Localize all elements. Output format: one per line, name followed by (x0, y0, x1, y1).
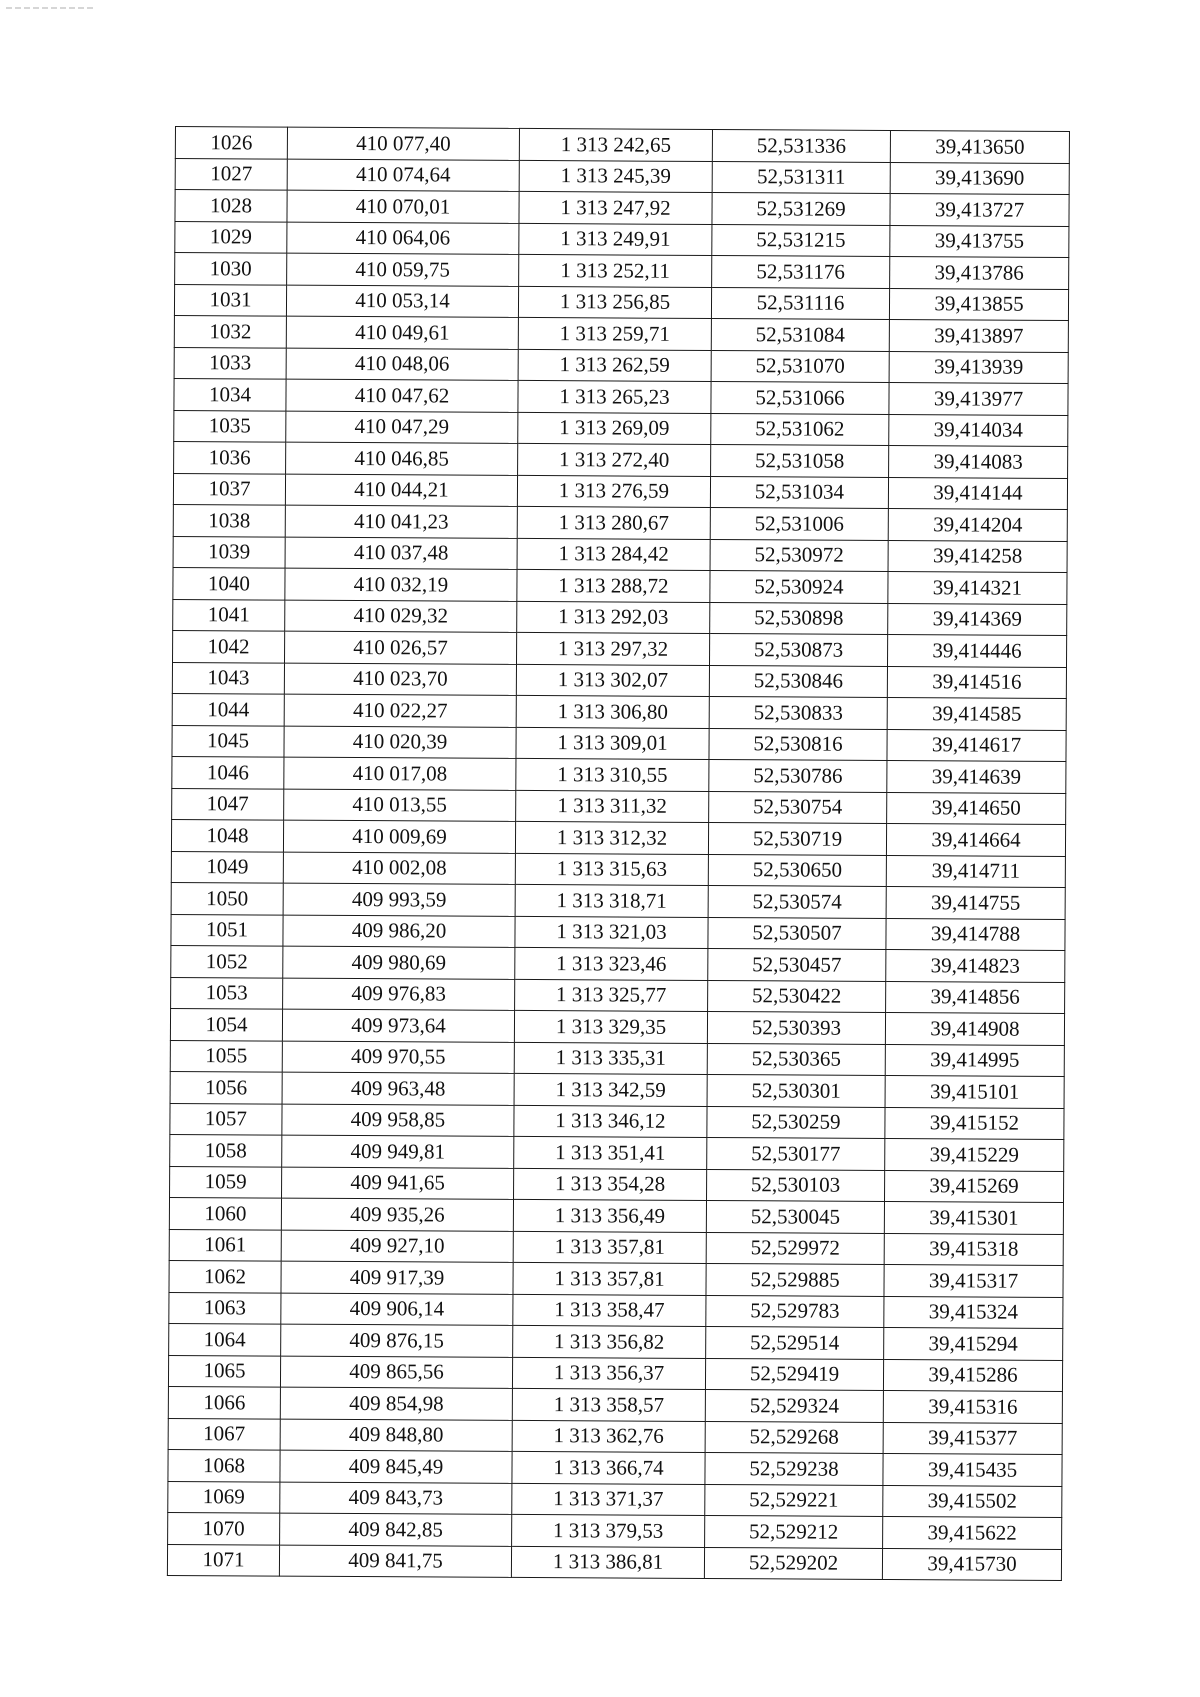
y-coordinate-cell: 1 313 325,77 (515, 979, 708, 1012)
table-row (168, 1449, 1062, 1485)
point-number-cell: 1066 (168, 1386, 280, 1418)
latitude-cell: 52,530924 (710, 570, 888, 602)
table-row (173, 504, 1067, 540)
coordinates-table (167, 126, 1070, 1581)
table-row (174, 315, 1068, 351)
y-coordinate-cell: 1 313 311,32 (516, 790, 709, 823)
x-coordinate-cell: 410 032,19 (285, 568, 517, 601)
latitude-cell: 52,530103 (707, 1169, 885, 1201)
point-number-cell: 1051 (171, 914, 283, 946)
latitude-cell: 52,531084 (711, 318, 889, 350)
table-row (169, 1323, 1063, 1359)
table-row (168, 1481, 1062, 1517)
point-number-cell: 1032 (174, 315, 286, 347)
x-coordinate-cell: 409 854,98 (280, 1387, 512, 1420)
longitude-cell: 39,413727 (890, 193, 1069, 225)
x-coordinate-cell: 409 970,55 (282, 1041, 514, 1074)
table-row (168, 1355, 1062, 1391)
y-coordinate-cell: 1 313 358,47 (513, 1294, 706, 1327)
longitude-cell: 39,414788 (886, 918, 1065, 950)
point-number-cell: 1048 (171, 819, 283, 851)
table-row (171, 882, 1065, 918)
point-number-cell: 1035 (174, 410, 286, 442)
point-number-cell: 1045 (172, 725, 284, 757)
latitude-cell: 52,530786 (709, 759, 887, 791)
x-coordinate-cell: 410 047,62 (286, 379, 518, 412)
latitude-cell: 52,530259 (707, 1106, 885, 1138)
longitude-cell: 39,414639 (887, 760, 1066, 792)
y-coordinate-cell: 1 313 351,41 (514, 1136, 707, 1169)
y-coordinate-cell: 1 313 357,81 (513, 1231, 706, 1264)
longitude-cell: 39,414664 (886, 823, 1065, 855)
coordinates-table-container (167, 126, 1069, 1581)
latitude-cell: 52,530045 (706, 1200, 884, 1232)
point-number-cell: 1065 (168, 1355, 280, 1387)
latitude-cell: 52,530301 (707, 1074, 885, 1106)
longitude-cell: 39,415316 (883, 1390, 1062, 1422)
table-row (171, 945, 1065, 981)
y-coordinate-cell: 1 313 284,42 (517, 538, 710, 571)
x-coordinate-cell: 410 009,69 (283, 820, 515, 853)
longitude-cell: 39,415286 (883, 1359, 1062, 1391)
point-number-cell: 1039 (173, 536, 285, 568)
y-coordinate-cell: 1 313 362,76 (512, 1420, 705, 1453)
latitude-cell: 52,531006 (710, 507, 888, 539)
latitude-cell: 52,529238 (705, 1452, 883, 1484)
x-coordinate-cell: 410 070,01 (287, 190, 519, 223)
longitude-cell: 39,413650 (890, 130, 1069, 162)
table-row (175, 190, 1069, 226)
point-number-cell: 1064 (169, 1323, 281, 1355)
point-number-cell: 1037 (173, 473, 285, 505)
x-coordinate-cell: 410 002,08 (283, 852, 515, 885)
point-number-cell: 1036 (174, 441, 286, 473)
table-row (173, 567, 1067, 603)
y-coordinate-cell: 1 313 356,49 (513, 1199, 706, 1232)
latitude-cell: 52,529268 (705, 1421, 883, 1453)
y-coordinate-cell: 1 313 276,59 (517, 475, 710, 508)
table-row (173, 599, 1067, 635)
table-row (174, 441, 1068, 477)
latitude-cell: 52,531116 (711, 287, 889, 319)
x-coordinate-cell: 410 020,39 (284, 726, 516, 759)
table-row (168, 1512, 1062, 1548)
y-coordinate-cell: 1 313 335,31 (514, 1042, 707, 1075)
point-number-cell: 1054 (170, 1008, 282, 1040)
longitude-cell: 39,414516 (887, 666, 1066, 698)
scan-header-mark (6, 7, 96, 9)
x-coordinate-cell: 410 074,64 (287, 159, 519, 192)
longitude-cell: 39,413939 (889, 351, 1068, 383)
y-coordinate-cell: 1 313 288,72 (517, 569, 710, 602)
point-number-cell: 1057 (170, 1103, 282, 1135)
x-coordinate-cell: 410 064,06 (287, 222, 519, 255)
x-coordinate-cell: 409 980,69 (283, 946, 515, 979)
point-number-cell: 1067 (168, 1418, 280, 1450)
longitude-cell: 39,414711 (886, 855, 1065, 887)
point-number-cell: 1059 (170, 1166, 282, 1198)
x-coordinate-cell: 410 059,75 (287, 253, 519, 286)
point-number-cell: 1063 (169, 1292, 281, 1324)
x-coordinate-cell: 410 053,14 (286, 285, 518, 318)
latitude-cell: 52,531215 (712, 224, 890, 256)
latitude-cell: 52,530507 (708, 917, 886, 949)
x-coordinate-cell: 409 935,26 (281, 1198, 513, 1231)
y-coordinate-cell: 1 313 269,09 (518, 412, 711, 445)
latitude-cell: 52,530972 (710, 539, 888, 571)
point-number-cell: 1049 (171, 851, 283, 883)
longitude-cell: 39,415318 (884, 1233, 1063, 1265)
point-number-cell: 1026 (175, 127, 287, 159)
x-coordinate-cell: 410 029,32 (285, 600, 517, 633)
latitude-cell: 52,530393 (707, 1011, 885, 1043)
table-row (171, 819, 1065, 855)
latitude-cell: 52,531070 (711, 350, 889, 382)
point-number-cell: 1058 (170, 1134, 282, 1166)
longitude-cell: 39,415435 (883, 1453, 1062, 1485)
longitude-cell: 39,415301 (884, 1201, 1063, 1233)
point-number-cell: 1041 (173, 599, 285, 631)
table-row (172, 756, 1066, 792)
y-coordinate-cell: 1 313 292,03 (517, 601, 710, 634)
longitude-cell: 39,414321 (888, 571, 1067, 603)
y-coordinate-cell: 1 313 252,11 (519, 254, 712, 287)
latitude-cell: 52,529212 (705, 1515, 883, 1547)
point-number-cell: 1062 (169, 1260, 281, 1292)
y-coordinate-cell: 1 313 302,07 (516, 664, 709, 697)
latitude-cell: 52,531311 (712, 161, 890, 193)
point-number-cell: 1068 (168, 1449, 280, 1481)
point-number-cell: 1071 (167, 1544, 279, 1576)
table-row (172, 693, 1066, 729)
y-coordinate-cell: 1 313 371,37 (512, 1483, 705, 1516)
table-row (169, 1292, 1063, 1328)
longitude-cell: 39,415377 (883, 1422, 1062, 1454)
y-coordinate-cell: 1 313 358,57 (512, 1388, 705, 1421)
x-coordinate-cell: 410 049,61 (286, 316, 518, 349)
x-coordinate-cell: 410 044,21 (285, 474, 517, 507)
table-row (172, 725, 1066, 761)
latitude-cell: 52,530177 (707, 1137, 885, 1169)
x-coordinate-cell: 410 013,55 (284, 789, 516, 822)
y-coordinate-cell: 1 313 346,12 (514, 1105, 707, 1138)
x-coordinate-cell: 410 047,29 (286, 411, 518, 444)
x-coordinate-cell: 409 917,39 (281, 1261, 513, 1294)
point-number-cell: 1040 (173, 567, 285, 599)
latitude-cell: 52,530833 (709, 696, 887, 728)
table-row (167, 1544, 1061, 1580)
y-coordinate-cell: 1 313 247,92 (519, 191, 712, 224)
point-number-cell: 1053 (171, 977, 283, 1009)
table-row (175, 127, 1069, 163)
x-coordinate-cell: 409 841,75 (279, 1545, 511, 1578)
latitude-cell: 52,531034 (710, 476, 888, 508)
x-coordinate-cell: 410 022,27 (284, 694, 516, 727)
point-number-cell: 1047 (172, 788, 284, 820)
y-coordinate-cell: 1 313 265,23 (518, 380, 711, 413)
longitude-cell: 39,414617 (887, 729, 1066, 761)
table-row (169, 1197, 1063, 1233)
latitude-cell: 52,530650 (708, 854, 886, 886)
table-row (170, 1166, 1064, 1202)
latitude-cell: 52,531058 (711, 444, 889, 476)
x-coordinate-cell: 409 993,59 (283, 883, 515, 916)
y-coordinate-cell: 1 313 379,53 (512, 1514, 705, 1547)
y-coordinate-cell: 1 313 329,35 (514, 1010, 707, 1043)
x-coordinate-cell: 410 046,85 (286, 442, 518, 475)
longitude-cell: 39,414995 (885, 1044, 1064, 1076)
point-number-cell: 1060 (169, 1197, 281, 1229)
latitude-cell: 52,530365 (707, 1043, 885, 1075)
x-coordinate-cell: 410 026,57 (285, 631, 517, 664)
x-coordinate-cell: 409 986,20 (283, 915, 515, 948)
y-coordinate-cell: 1 313 356,37 (512, 1357, 705, 1390)
point-number-cell: 1056 (170, 1071, 282, 1103)
table-row (170, 1134, 1064, 1170)
latitude-cell: 52,531336 (712, 130, 890, 162)
table-row (173, 536, 1067, 572)
x-coordinate-cell: 409 876,15 (281, 1324, 513, 1357)
longitude-cell: 39,415101 (885, 1075, 1064, 1107)
x-coordinate-cell: 410 017,08 (284, 757, 516, 790)
y-coordinate-cell: 1 313 272,40 (518, 443, 711, 476)
longitude-cell: 39,414908 (885, 1012, 1064, 1044)
table-row (170, 1103, 1064, 1139)
point-number-cell: 1030 (175, 253, 287, 285)
longitude-cell: 39,415152 (885, 1107, 1064, 1139)
point-number-cell: 1031 (174, 284, 286, 316)
y-coordinate-cell: 1 313 306,80 (516, 695, 709, 728)
point-number-cell: 1069 (168, 1481, 280, 1513)
y-coordinate-cell: 1 313 245,39 (519, 160, 712, 193)
longitude-cell: 39,413855 (889, 288, 1068, 320)
latitude-cell: 52,530816 (709, 728, 887, 760)
x-coordinate-cell: 409 845,49 (280, 1450, 512, 1483)
latitude-cell: 52,531176 (712, 255, 890, 287)
x-coordinate-cell: 410 048,06 (286, 348, 518, 381)
x-coordinate-cell: 409 842,85 (280, 1513, 512, 1546)
latitude-cell: 52,530719 (708, 822, 886, 854)
latitude-cell: 52,530574 (708, 885, 886, 917)
coordinates-table-body (167, 127, 1069, 1581)
latitude-cell: 52,529221 (705, 1484, 883, 1516)
longitude-cell: 39,413755 (890, 225, 1069, 257)
table-row (175, 158, 1069, 194)
longitude-cell: 39,414258 (888, 540, 1067, 572)
x-coordinate-cell: 409 949,81 (282, 1135, 514, 1168)
longitude-cell: 39,415294 (884, 1327, 1063, 1359)
table-row (175, 221, 1069, 257)
table-row (174, 378, 1068, 414)
longitude-cell: 39,414144 (888, 477, 1067, 509)
point-number-cell: 1029 (175, 221, 287, 253)
y-coordinate-cell: 1 313 249,91 (519, 223, 712, 256)
x-coordinate-cell: 409 958,85 (282, 1104, 514, 1137)
table-row (171, 977, 1065, 1013)
longitude-cell: 39,414446 (887, 634, 1066, 666)
table-row (171, 851, 1065, 887)
point-number-cell: 1046 (172, 756, 284, 788)
y-coordinate-cell: 1 313 315,63 (515, 853, 708, 886)
point-number-cell: 1033 (174, 347, 286, 379)
table-row (174, 347, 1068, 383)
table-row (169, 1229, 1063, 1265)
y-coordinate-cell: 1 313 309,01 (516, 727, 709, 760)
longitude-cell: 39,413690 (890, 162, 1069, 194)
table-row (172, 788, 1066, 824)
latitude-cell: 52,530898 (710, 602, 888, 634)
longitude-cell: 39,414585 (887, 697, 1066, 729)
x-coordinate-cell: 410 037,48 (285, 537, 517, 570)
point-number-cell: 1027 (175, 158, 287, 190)
table-row (170, 1040, 1064, 1076)
y-coordinate-cell: 1 313 280,67 (517, 506, 710, 539)
point-number-cell: 1044 (172, 693, 284, 725)
longitude-cell: 39,414034 (889, 414, 1068, 446)
y-coordinate-cell: 1 313 366,74 (512, 1451, 705, 1484)
latitude-cell: 52,530846 (709, 665, 887, 697)
table-row (171, 914, 1065, 950)
latitude-cell: 52,529514 (706, 1326, 884, 1358)
y-coordinate-cell: 1 313 297,32 (517, 632, 710, 665)
point-number-cell: 1050 (171, 882, 283, 914)
x-coordinate-cell: 409 843,73 (280, 1482, 512, 1515)
y-coordinate-cell: 1 313 342,59 (514, 1073, 707, 1106)
latitude-cell: 52,530422 (708, 980, 886, 1012)
table-row (170, 1008, 1064, 1044)
longitude-cell: 39,415730 (882, 1548, 1061, 1580)
longitude-cell: 39,414083 (889, 445, 1068, 477)
y-coordinate-cell: 1 313 321,03 (515, 916, 708, 949)
table-row (174, 410, 1068, 446)
longitude-cell: 39,413786 (890, 256, 1069, 288)
latitude-cell: 52,529783 (706, 1295, 884, 1327)
table-row (170, 1071, 1064, 1107)
point-number-cell: 1034 (174, 378, 286, 410)
table-row (174, 284, 1068, 320)
longitude-cell: 39,414650 (887, 792, 1066, 824)
point-number-cell: 1042 (173, 630, 285, 662)
point-number-cell: 1038 (173, 504, 285, 536)
latitude-cell: 52,531066 (711, 381, 889, 413)
table-row (168, 1386, 1062, 1422)
longitude-cell: 39,414369 (888, 603, 1067, 635)
x-coordinate-cell: 410 023,70 (284, 663, 516, 696)
longitude-cell: 39,414856 (886, 981, 1065, 1013)
point-number-cell: 1028 (175, 190, 287, 222)
x-coordinate-cell: 409 927,10 (281, 1230, 513, 1263)
table-row (172, 662, 1066, 698)
longitude-cell: 39,415269 (885, 1170, 1064, 1202)
table-row (169, 1260, 1063, 1296)
y-coordinate-cell: 1 313 312,32 (515, 821, 708, 854)
longitude-cell: 39,413977 (889, 382, 1068, 414)
y-coordinate-cell: 1 313 356,82 (513, 1325, 706, 1358)
y-coordinate-cell: 1 313 354,28 (514, 1168, 707, 1201)
table-row (173, 630, 1067, 666)
longitude-cell: 39,413897 (889, 319, 1068, 351)
y-coordinate-cell: 1 313 259,71 (518, 317, 711, 350)
x-coordinate-cell: 409 941,65 (282, 1167, 514, 1200)
longitude-cell: 39,414823 (886, 949, 1065, 981)
y-coordinate-cell: 1 313 256,85 (518, 286, 711, 319)
point-number-cell: 1043 (172, 662, 284, 694)
latitude-cell: 52,529885 (706, 1263, 884, 1295)
x-coordinate-cell: 409 963,48 (282, 1072, 514, 1105)
latitude-cell: 52,530873 (709, 633, 887, 665)
longitude-cell: 39,415324 (884, 1296, 1063, 1328)
longitude-cell: 39,415317 (884, 1264, 1063, 1296)
latitude-cell: 52,531269 (712, 193, 890, 225)
x-coordinate-cell: 410 077,40 (287, 127, 519, 160)
latitude-cell: 52,529419 (705, 1358, 883, 1390)
x-coordinate-cell: 409 906,14 (281, 1293, 513, 1326)
y-coordinate-cell: 1 313 323,46 (515, 947, 708, 980)
latitude-cell: 52,529324 (705, 1389, 883, 1421)
x-coordinate-cell: 409 973,64 (282, 1009, 514, 1042)
longitude-cell: 39,415229 (885, 1138, 1064, 1170)
latitude-cell: 52,529972 (706, 1232, 884, 1264)
table-row (175, 253, 1069, 289)
x-coordinate-cell: 409 848,80 (280, 1419, 512, 1452)
table-row (168, 1418, 1062, 1454)
x-coordinate-cell: 409 976,83 (283, 978, 515, 1011)
latitude-cell: 52,529202 (704, 1547, 882, 1579)
x-coordinate-cell: 409 865,56 (280, 1356, 512, 1389)
point-number-cell: 1052 (171, 945, 283, 977)
longitude-cell: 39,415502 (883, 1485, 1062, 1517)
longitude-cell: 39,414204 (888, 508, 1067, 540)
latitude-cell: 52,530457 (708, 948, 886, 980)
x-coordinate-cell: 410 041,23 (285, 505, 517, 538)
y-coordinate-cell: 1 313 242,65 (519, 128, 712, 161)
point-number-cell: 1061 (169, 1229, 281, 1261)
point-number-cell: 1055 (170, 1040, 282, 1072)
longitude-cell: 39,415622 (883, 1516, 1062, 1548)
point-number-cell: 1070 (168, 1512, 280, 1544)
y-coordinate-cell: 1 313 310,55 (516, 758, 709, 791)
y-coordinate-cell: 1 313 357,81 (513, 1262, 706, 1295)
y-coordinate-cell: 1 313 262,59 (518, 349, 711, 382)
y-coordinate-cell: 1 313 318,71 (515, 884, 708, 917)
latitude-cell: 52,531062 (711, 413, 889, 445)
table-row (173, 473, 1067, 509)
latitude-cell: 52,530754 (709, 791, 887, 823)
y-coordinate-cell: 1 313 386,81 (511, 1546, 704, 1579)
longitude-cell: 39,414755 (886, 886, 1065, 918)
